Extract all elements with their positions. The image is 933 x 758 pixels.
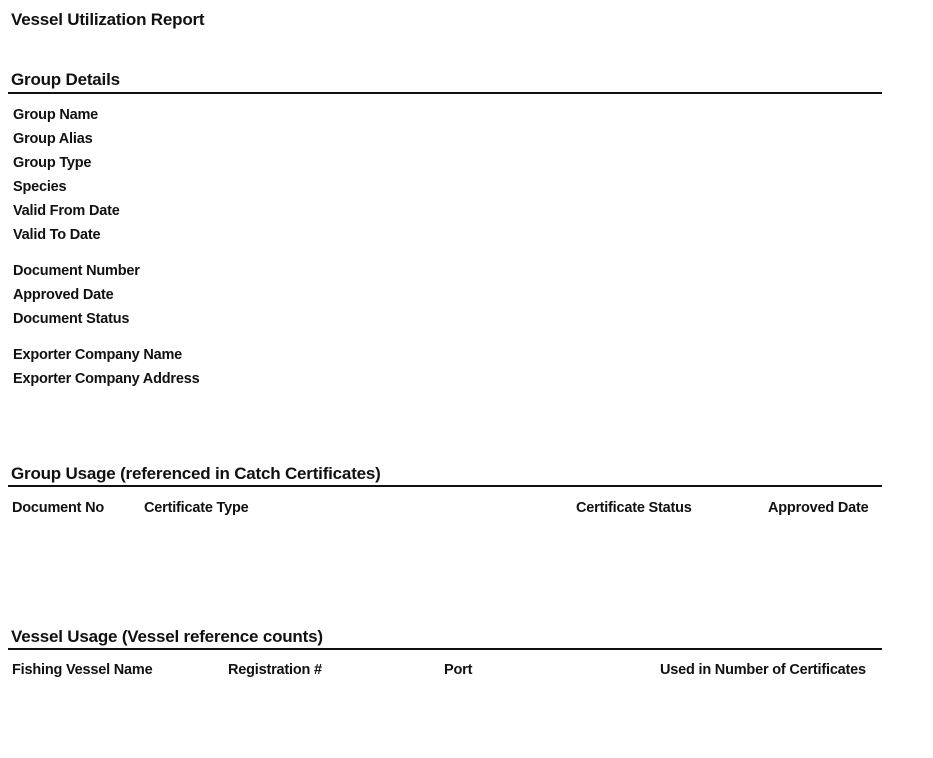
- field-label-document-number: Document Number: [13, 263, 140, 279]
- column-header-document-no: Document No: [12, 500, 105, 516]
- group-usage-heading: Group Usage (referenced in Catch Certificates): [11, 464, 381, 483]
- column-header-certificate-status: Certificate Status: [576, 500, 692, 516]
- column-header-fishing-vessel-name: Fishing Vessel Name: [12, 662, 153, 678]
- column-header-registration-number: Registration #: [228, 662, 322, 678]
- column-header-certificate-type: Certificate Type: [144, 500, 249, 516]
- group-details-heading: Group Details: [11, 70, 120, 89]
- field-label-document-status: Document Status: [13, 311, 130, 327]
- vessel-usage-divider: [8, 648, 882, 650]
- column-header-approved-date: Approved Date: [768, 500, 869, 516]
- column-header-used-in-number-of-certificates: Used in Number of Certificates: [660, 662, 866, 678]
- field-label-valid-from-date: Valid From Date: [13, 203, 120, 219]
- field-label-species: Species: [13, 179, 67, 195]
- field-label-group-type: Group Type: [13, 155, 92, 171]
- field-label-exporter-company-name: Exporter Company Name: [13, 347, 183, 363]
- group-usage-divider: [8, 485, 882, 487]
- vessel-usage-heading: Vessel Usage (Vessel reference counts): [11, 627, 323, 646]
- report-title: Vessel Utilization Report: [11, 10, 205, 29]
- field-label-group-alias: Group Alias: [13, 131, 93, 147]
- field-label-valid-to-date: Valid To Date: [13, 227, 101, 243]
- group-details-divider: [8, 92, 882, 94]
- field-label-approved-date: Approved Date: [13, 287, 114, 303]
- column-header-port: Port: [444, 662, 473, 678]
- field-label-group-name: Group Name: [13, 107, 99, 123]
- field-label-exporter-company-address: Exporter Company Address: [13, 371, 200, 387]
